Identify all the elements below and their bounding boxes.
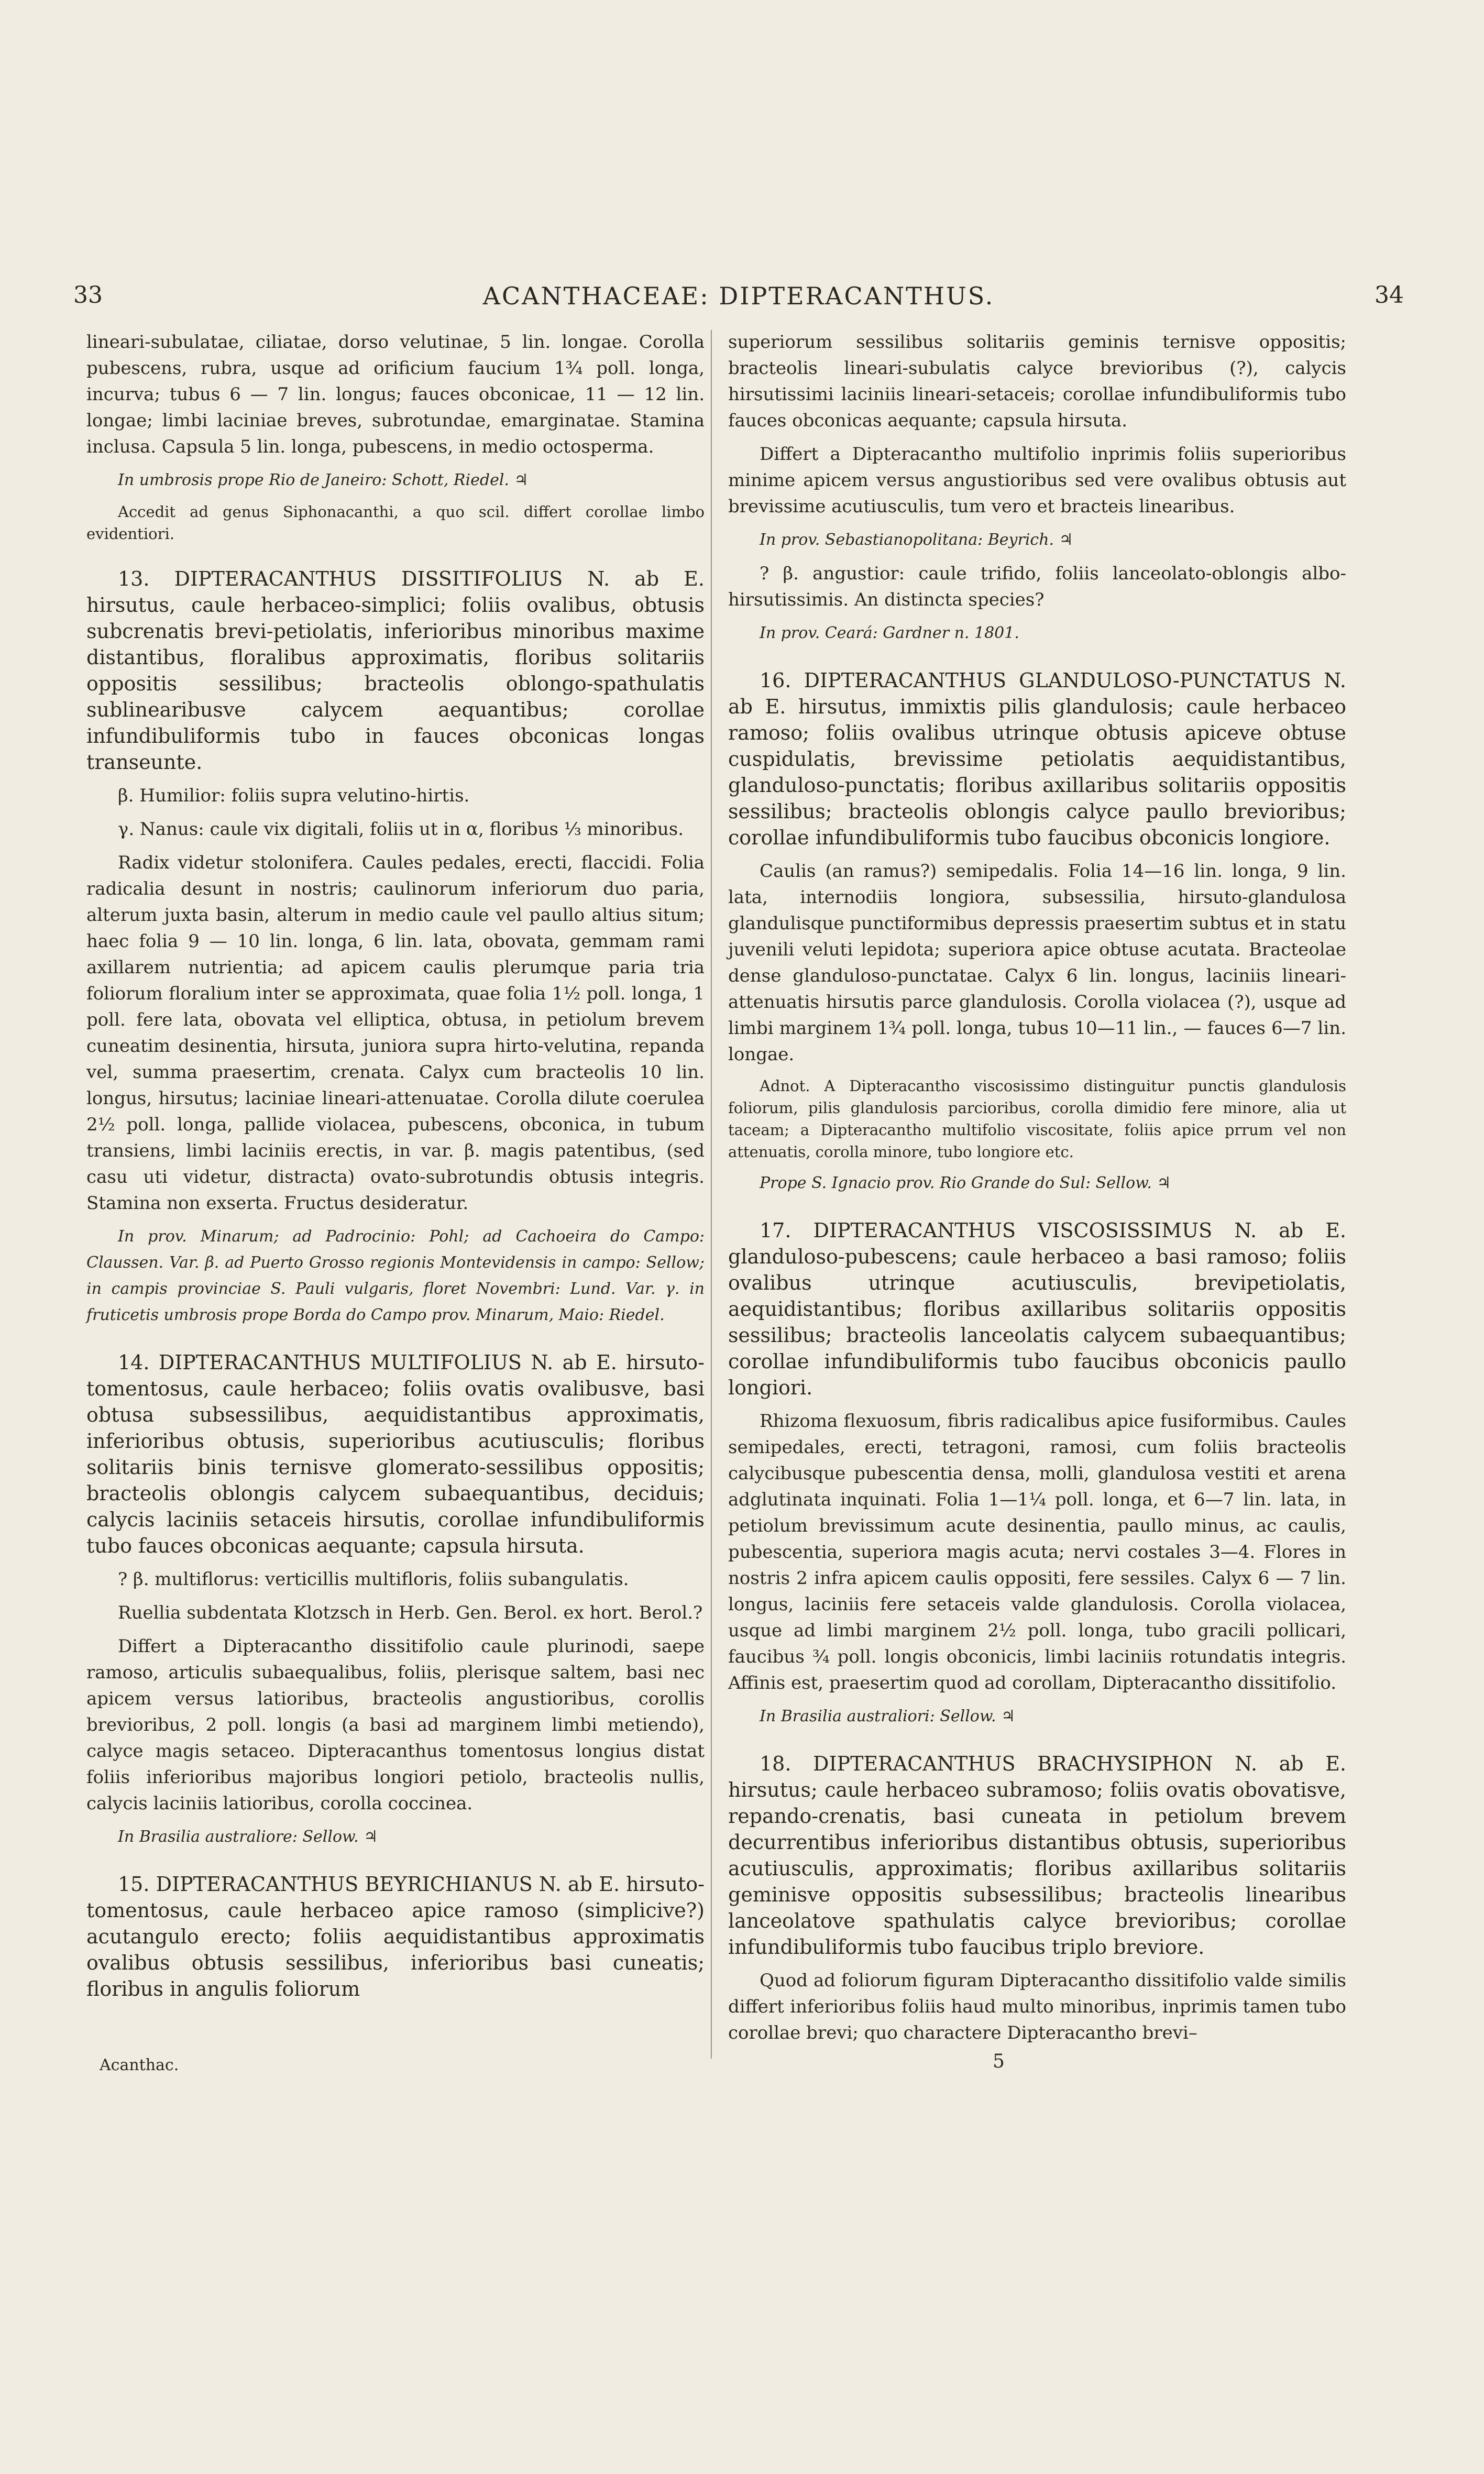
- locality-line: In prov. Sebastianopolitana: Beyrich. ♃: [760, 531, 1073, 549]
- gathering-number: 5: [993, 2051, 1005, 2072]
- text-paragraph: Radix videtur stolonifera. Caules pedales, erecti, flaccidi. Folia radicalia desunt in nostris; caulinorum inferiorum duo paria, alterum juxta basin, alterum in medio caule vel paullo altius situm; haec folia 9 — 10 lin. longa, 6 lin. lata, obovata, gemmam rami axillarem nutrientia; ad apicem caulis plerumque paria tria foliorum floralium inter se approximata, quae folia 1½ poll. longa, 1 poll. fere lata, obovata vel elliptica, obtusa, in petiolum brevem cuneatim desinentia, hirsuta, juniora supra hirto-velutina, repanda vel, summa praesertim, crenata. Calyx cum bracteolis 10 lin. longus, hirsutus; laciniae lineari-attenuatae. Corolla dilute coerulea 2½ poll. longa, pallide violacea, pubescens, obconica, in tubum transiens, limbi laciniis erectis, in var. β. magis patentibus, (sed casu uti videtur, distracta) ovato-subrotundis obtusis integris. Stamina non exserta. Fructus desideratur.: [86, 852, 705, 1214]
- page-number-right: 34: [1375, 282, 1404, 309]
- text-paragraph: Ruellia subdentata Klotzsch in Herb. Gen. Berol. ex hort. Berol.?: [118, 1602, 703, 1623]
- locality-line: Prope S. Ignacio prov. Rio Grande do Sul: Sellow. ♃: [760, 1174, 1171, 1192]
- left-column: [86, 329, 705, 2009]
- text-paragraph: superiorum sessilibus solitariis geminis ternisve oppositis; bracteolis lineari-subulatis calyce brevioribus (?), calycis hirsutissimi laciniis lineari-setaceis; corollae infundibuliformis tubo fauces obconicas aequante; capsula hirsuta.: [728, 332, 1346, 431]
- locality-line: In umbrosis prope Rio de Janeiro: Schott, Riedel. ♃: [118, 471, 529, 489]
- text-paragraph: lineari-subulatae, ciliatae, dorso velutinae, 5 lin. longae. Corolla pubescens, rubra, usque ad orificium faucium 1¾ poll. longa, incurva; tubus 6 — 7 lin. longus; fauces obconicae, 11 — 12 lin. longae; limbi laciniae breves, subrotundae, emarginatae. Stamina inclusa. Capsula 5 lin. longa, pubescens, in medio octosperma.: [86, 332, 705, 457]
- species-heading: 14. DIPTERACANTHUS MULTIFOLIUS N. ab E. hirsuto-tomentosus, caule herbaceo; foliis ovatis ovalibusve, basi obtusa subsessilibus, aequidistantibus approximatis, inferioribus obtusis, superioribus acutiusculis; floribus solitariis binis ternisve glomerato-sessilibus oppositis; bracteolis oblongis calycem subaequantibus, deciduis; calycis laciniis setaceis hirsutis, corollae infundibuliformis tubo fauces obconicas aequante; capsula hirsuta.: [86, 1351, 705, 1557]
- text-paragraph: γ. Nanus: caule vix digitali, foliis ut in α, floribus ⅓ minoribus.: [118, 819, 684, 840]
- text-paragraph: ? β. angustior: caule trifido, foliis lanceolato-oblongis albo-hirsutissimis. An distincta species?: [728, 563, 1346, 610]
- text-paragraph: Differt a Dipteracantho dissitifolio caule plurinodi, saepe ramoso, articulis subaequalibus, foliis, plerisque saltem, basi nec apicem versus latioribus, bracteolis angustioribus, corollis brevioribus, 2 poll. longis (a basi ad marginem limbi metiendo), calyce magis setaceo. Dipteracanthus tomentosus longius distat foliis inferioribus majoribus longiori petiolo, bracteolis nullis, calycis laciniis latioribus, corolla coccinea.: [86, 1636, 705, 1814]
- column-divider: [711, 330, 712, 2059]
- species-heading: 15. DIPTERACANTHUS BEYRICHIANUS N. ab E. hirsuto-tomentosus, caule herbaceo apice ramoso (simplicive?) acutangulo erecto; foliis aequidistantibus approximatis ovalibus obtusis sessilibus, inferioribus basi cuneatis; floribus in angulis foliorum: [86, 1873, 705, 2000]
- locality-line: In prov. Ceará: Gardner n. 1801.: [760, 624, 1019, 642]
- locality-line: In prov. Minarum; ad Padrocinio: Pohl; ad Cachoeira do Campo: Claussen. Var. β. ad Puerto Grosso regionis Montevidensis in campo: Sellow; in campis provinciae S. Pauli vulgaris, floret Novembri: Lund. Var. γ. in fruticetis umbrosis prope Borda do Campo prov. Minarum, Maio: Riedel.: [86, 1227, 705, 1324]
- running-title: ACANTHACEAE: DIPTERACANTHUS.: [482, 282, 995, 310]
- page-header: [73, 282, 1404, 313]
- right-column: [728, 329, 1346, 2053]
- text-paragraph: β. Humilior: foliis supra velutino-hirtis.: [118, 785, 470, 806]
- text-paragraph: ? β. multiflorus: verticillis multifloris, foliis subangulatis.: [118, 1569, 629, 1590]
- species-heading: 16. DIPTERACANTHUS GLANDULOSO-PUNCTATUS N. ab E. hirsutus, immixtis pilis glandulosis; caule herbaceo ramoso; foliis ovalibus utrinque obtusis apiceve obtuse cuspidulatis, brevissime petiolatis aequidistantibus, glanduloso-punctatis; floribus axillaribus solitariis oppositis sessilibus; bracteolis oblongis calyce paullo brevioribus; corollae infundibuliformis tubo faucibus obconicis longiore.: [728, 669, 1346, 849]
- text-paragraph: Differt a Dipteracantho multifolio inprimis foliis superioribus minime apicem versus angustioribus sed vere ovalibus obtusis aut brevissime acutiusculis, tum vero et bracteis linearibus.: [728, 444, 1346, 517]
- note-paragraph: Accedit ad genus Siphonacanthi, a quo scil. differt corollae limbo evidentiori.: [86, 503, 705, 543]
- page-number-left: 33: [73, 282, 103, 309]
- species-heading: 18. DIPTERACANTHUS BRACHYSIPHON N. ab E. hirsutus; caule herbaceo subramoso; foliis ovatis obovatisve, repando-crenatis, basi cuneata in petiolum brevem decurrentibus inferioribus distantibus obtusis, superioribus acutiusculis, approximatis; floribus axillaribus solitariis geminisve oppositis subsessilibus; bracteolis linearibus lanceolatove spathulatis calyce brevioribus; corollae infundibuliformis tubo faucibus triplo breviore.: [728, 1752, 1346, 1959]
- text-paragraph: Rhizoma flexuosum, fibris radicalibus apice fusiformibus. Caules semipedales, erecti, tetragoni, ramosi, cum foliis bracteolis calycibusque pubescentia densa, molli, glandulosa vestiti et arena adglutinata inquinati. Folia 1—1¼ poll. longa, et 6—7 lin. lata, in petiolum brevissimum acute desinentia, paullo minus, ac caulis, pubescentia, superiora magis acuta; nervi costales 3—4. Flores in nostris 2 infra apicem caulis oppositi, fere sessiles. Calyx 6 — 7 lin. longus, laciniis fere setaceis valde glandulosis. Corolla violacea, usque ad limbi marginem 2½ poll. longa, tubo gracili pollicari, faucibus ¾ poll. longis obconicis, limbi laciniis rotundatis integris. Affinis est, praesertim quod ad corollam, Dipteracantho dissitifolio.: [728, 1411, 1346, 1694]
- signature-mark: Acanthac.: [100, 2056, 179, 2074]
- locality-line: In Brasilia australiore: Sellow. ♃: [118, 1828, 378, 1846]
- text-paragraph: Quod ad foliorum figuram Dipteracantho dissitifolio valde similis differt inferioribus foliis haud multo minoribus, inprimis tamen tubo corollae brevi; quo charactere Dipteracantho brevi–: [728, 1970, 1346, 2043]
- species-heading: 17. DIPTERACANTHUS VISCOSISSIMUS N. ab E. glanduloso-pubescens; caule herbaceo a basi ramoso; foliis ovalibus utrinque acutiusculis, brevipetiolatis, aequidistantibus; floribus axillaribus solitariis oppositis sessilibus; bracteolis lanceolatis calycem subaequantibus; corollae infundibuliformis tubo faucibus obconicis paullo longiori.: [728, 1219, 1346, 1399]
- species-heading: 13. DIPTERACANTHUS DISSITIFOLIUS N. ab E. hirsutus, caule herbaceo-simplici; foliis ovalibus, obtusis subcrenatis brevi-petiolatis, inferioribus minoribus maxime distantibus, floralibus approximatis, floribus solitariis oppositis sessilibus; bracteolis oblongo-spathulatis sublinearibusve calycem aequantibus; corollae infundibuliformis tubo in fauces obconicas longas transeunte.: [86, 567, 705, 774]
- locality-line: In Brasilia australiori: Sellow. ♃: [760, 1707, 1015, 1725]
- note-paragraph: Adnot. A Dipteracantho viscosissimo distinguitur punctis glandulosis foliorum, pilis glandulosis parcioribus, corolla dimidio fere minore, alia ut taceam; a Dipteracantho multifolio viscositate, foliis apice prrum vel non attenuatis, corolla minore, tubo longiore etc.: [728, 1077, 1346, 1161]
- text-paragraph: Caulis (an ramus?) semipedalis. Folia 14—16 lin. longa, 9 lin. lata, internodiis longiora, subsessilia, hirsuto-glandulosa glandulisque punctiformibus depressis praesertim subtus et in statu juvenili veluti lepidota; superiora apice obtuse acutata. Bracteolae dense glanduloso-punctatae. Calyx 6 lin. longus, laciniis lineari-attenuatis hirsutis parce glandulosis. Corolla violacea (?), usque ad limbi marginem 1¾ poll. longa, tubus 10—11 lin., — fauces 6—7 lin. longae.: [728, 861, 1346, 1065]
